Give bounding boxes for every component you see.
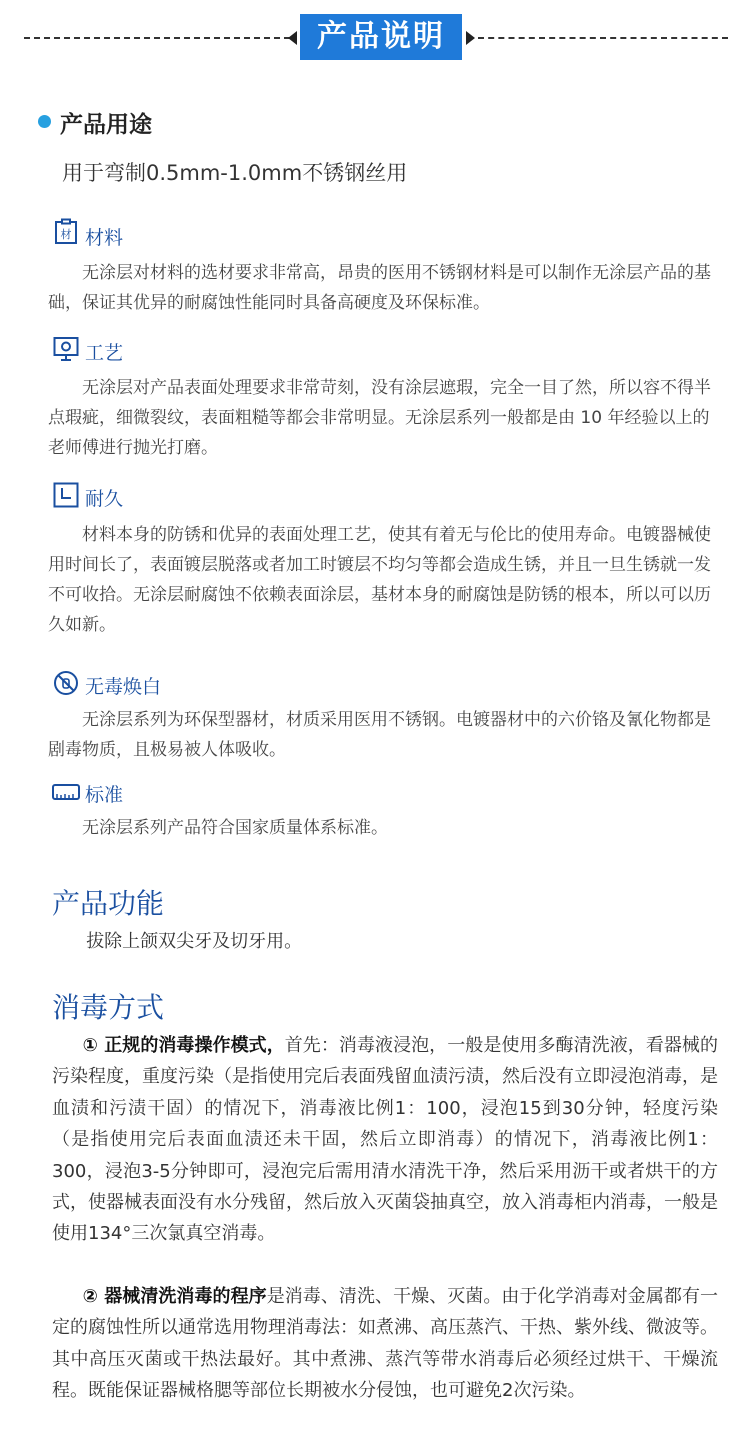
feature-title-non-toxic: 无毒焕白 bbox=[85, 676, 162, 698]
standard-icon bbox=[51, 779, 81, 805]
material-icon bbox=[53, 218, 79, 244]
disinfection-paragraph-1 bbox=[52, 1030, 718, 1250]
feature-title-material: 材料 bbox=[85, 227, 124, 249]
feature-text-craft: 无涂层对产品表面处理要求非常苛刻，没有涂层遮瑕，完全一目了然，所以容不得半点瑕疵，细微裂纹，表面粗糙等都会非常明显。无涂层系列一般都是由 10 年经验以上的老师傅进行抛光打磨。 bbox=[48, 378, 711, 458]
svg-text:材: 材 bbox=[60, 228, 72, 241]
feature-title-craft: 工艺 bbox=[85, 342, 124, 364]
non-toxic-icon bbox=[53, 670, 79, 696]
arrow-left-icon bbox=[288, 31, 297, 45]
bullet-dot-icon bbox=[38, 115, 51, 128]
disinfection-p1-lead: ① 正规的消毒操作模式， bbox=[82, 1035, 285, 1056]
disinfection-paragraph-2 bbox=[52, 1281, 718, 1407]
feature-text-durable: 材料本身的防锈和优异的表面处理工艺，使其有着无与伦比的使用寿命。电镀器械使用时间长了，表面镀层脱落或者加工时镀层不均匀等都会造成生锈，并且一旦生锈就一发不可收拾。无涂层耐腐蚀不依赖表面涂层，基材本身的耐腐蚀是防锈的根本，所以可以历久如新。 bbox=[48, 525, 711, 635]
function-text: 拔除上颌双尖牙及切牙用。 bbox=[86, 931, 303, 952]
arrow-right-icon bbox=[466, 31, 475, 45]
disinfection-heading: 消毒方式 bbox=[52, 991, 165, 1024]
durable-icon bbox=[53, 482, 79, 508]
usage-heading: 产品用途 bbox=[60, 112, 152, 138]
feature-title-durable: 耐久 bbox=[85, 488, 124, 510]
section-title: 产品说明 bbox=[300, 14, 462, 60]
disinfection-p1-text: 首先：消毒液浸泡，一般是使用多酶清洗液，看器械的污染程度，重度污染（是指使用完后表面残留血渍污渍，然后没有立即浸泡消毒，是血渍和污渍干固）的情况下，消毒液比例1：100，浸泡15到30分钟，轻度污染（是指使用完后表面血渍还未干固，然后立即消毒）的情况下，消毒液比例1：300，浸泡3-5分钟即可，浸泡完后需用清水清洗干净，然后采用沥干或者烘干的方式，使器械表面没有水分残留，然后放入灭菌袋抽真空，放入消毒柜内消毒，一般是使用134°三次氯真空消毒。 bbox=[52, 1035, 718, 1245]
feature-text-non-toxic: 无涂层系列为环保型器材，材质采用医用不锈钢。电镀器材中的六价铬及氰化物都是剧毒物质，且极易被人体吸收。 bbox=[48, 710, 711, 760]
section-header bbox=[0, 0, 750, 75]
usage-text: 用于弯制0.5mm-1.0mm不锈钢丝用 bbox=[62, 161, 408, 185]
disinfection-p2-lead: ② 器械清洗消毒的程序 bbox=[82, 1286, 267, 1307]
divider-right bbox=[478, 37, 728, 39]
function-heading: 产品功能 bbox=[52, 887, 165, 920]
disinfection-p2-text: 是消毒、清洗、干燥、灭菌。由于化学消毒对金属都有一定的腐蚀性所以通常选用物理消毒法：如煮沸、高压蒸汽、干热、紫外线、微波等。其中高压灭菌或干热法最好。其中煮沸、蒸汽等带水消毒后必须经过烘干、干燥流程。既能保证器械格腮等部位长期被水分侵蚀，也可避免2次污染。 bbox=[52, 1286, 718, 1402]
divider-left bbox=[24, 37, 290, 39]
feature-text-material: 无涂层对材料的选材要求非常高，昂贵的医用不锈钢材料是可以制作无涂层产品的基础，保证其优异的耐腐蚀性能同时具备高硬度及环保标准。 bbox=[48, 263, 711, 313]
craft-icon bbox=[53, 336, 79, 362]
feature-text-standard: 无涂层系列产品符合国家质量体系标准。 bbox=[82, 818, 388, 838]
feature-title-standard: 标准 bbox=[85, 784, 124, 806]
